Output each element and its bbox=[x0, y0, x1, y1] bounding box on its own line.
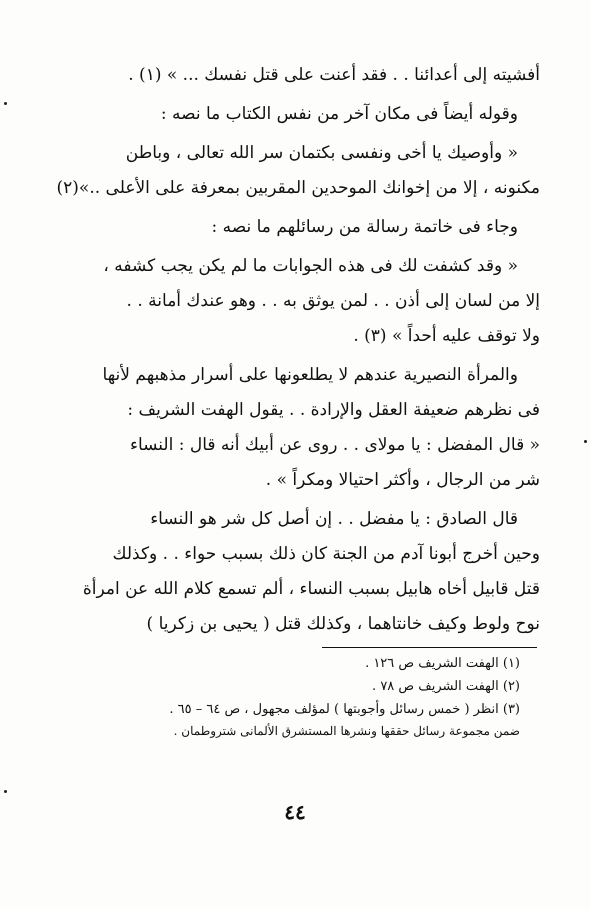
body-line: « قال المفضل : يا مولاى . . روى عن أبيك أنه قال : النساء bbox=[129, 435, 540, 455]
body-line: مكنونه ، إلا من إخوانك الموحدين المقربين بمعرفة على الأعلى ..»(٢) bbox=[56, 178, 540, 198]
body-line: شر من الرجال ، وأكثر احتيالا ومكراً » . bbox=[265, 470, 540, 490]
page-body bbox=[40, 58, 540, 642]
body-line: وحين أخرج أبونا آدم من الجنة كان ذلك بسبب حواء . . وكذلك bbox=[112, 544, 540, 564]
body-line: قال الصادق : يا مفضل . . إن أصل كل شر هو النساء bbox=[150, 509, 518, 529]
body-line: ولا توقف عليه أحداً » (٣) . bbox=[353, 326, 540, 346]
body-line: قتل قابيل أخاه هابيل بسبب النساء ، ألم تسمع كلام الله عن امرأة bbox=[82, 579, 540, 599]
scan-speck bbox=[4, 790, 7, 793]
footnote-divider bbox=[322, 647, 537, 648]
footnote-1: (١) الهفت الشريف ص ١٢٦ . bbox=[365, 656, 520, 671]
body-line: « وقد كشفت لك فى هذه الجوابات ما لم يكن يجب كشفه ، bbox=[103, 256, 518, 276]
scan-speck bbox=[584, 440, 587, 443]
body-line: فى نظرهم ضعيفة العقل والإرادة . . يقول الهفت الشريف : bbox=[127, 400, 540, 420]
footnote-3: (٣) انظر ( خمس رسائل وأجوبتها ) لمؤلف مجهول ، ص ٦٤ – ٦٥ . bbox=[169, 702, 520, 717]
footnote-3-continuation: ضمن مجموعة رسائل حققها ونشرها المستشرق الألمانى شتروطمان . bbox=[173, 724, 520, 738]
body-line: « وأوصيك يا أخى ونفسى بكتمان سر الله تعالى ، وباطن bbox=[125, 143, 518, 163]
body-line: وقوله أيضاً فى مكان آخر من نفس الكتاب ما نصه : bbox=[160, 104, 518, 124]
body-line: وجاء فى خاتمة رسالة من رسائلهم ما نصه : bbox=[211, 217, 518, 237]
body-line: إلا من لسان إلى أذن . . لمن يوثق به . . وهو عندك أمانة . . bbox=[126, 291, 540, 311]
body-line: أفشيته إلى أعدائنا . . فقد أعنت على قتل نفسك ... » (١) . bbox=[128, 65, 540, 85]
body-line: والمرأة النصيرية عندهم لا يطلعونها على أسرار مذهبهم لأنها bbox=[102, 365, 518, 385]
footnote-2: (٢) الهفت الشريف ص ٧٨ . bbox=[372, 679, 520, 694]
scan-speck bbox=[4, 102, 7, 105]
page-number: ٤٤ bbox=[284, 800, 306, 824]
body-line: نوح ولوط وكيف خانتاهما ، وكذلك قتل ( يحيى بن زكريا ) bbox=[146, 614, 540, 634]
footnotes bbox=[60, 652, 520, 741]
